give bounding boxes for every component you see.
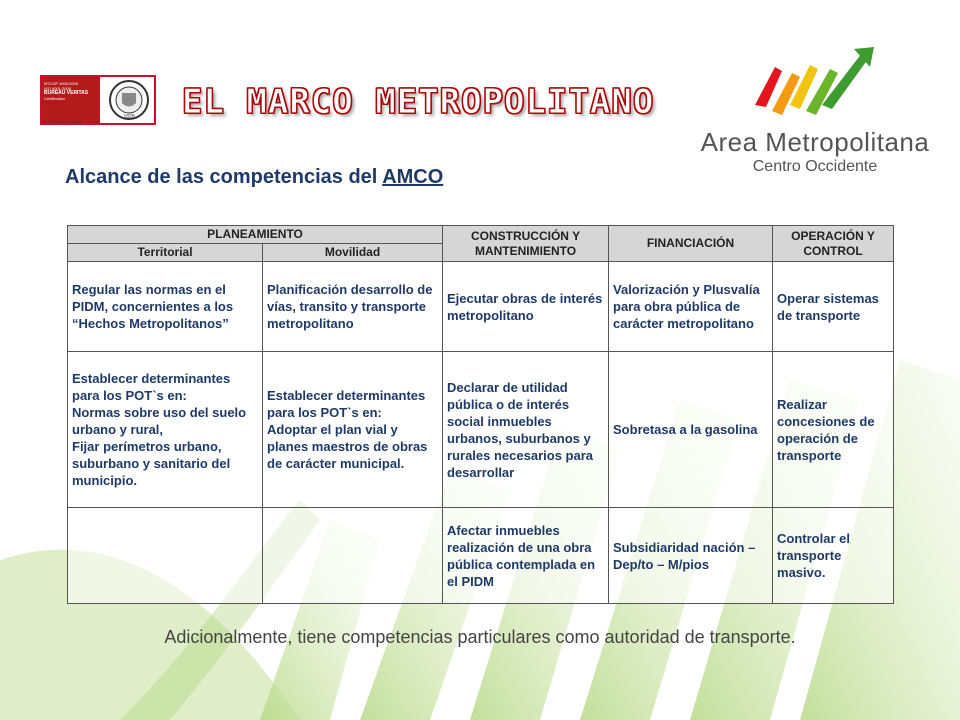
bureau-veritas-seal-icon [106,79,152,121]
header-operacion: OPERACIÓN Y CONTROL [773,226,894,262]
table-cell: Controlar el transporte masivo. [773,508,894,604]
cert-certification: Certification [44,96,66,101]
amco-logo [690,45,940,180]
cert-name: BUREAU VERITAS [44,90,89,96]
table-cell: Planificación desarrollo de vías, transito y transporte metropolitano [263,262,443,352]
table-cell [68,508,263,604]
table-cell: Regular las normas en el PIDM, concernientes a los “Hechos Metropolitanos” [68,262,263,352]
cert-line-1: NTCGP 1000:2009 [44,81,78,86]
amco-name: Area Metropolitana [700,127,930,157]
table-row [68,352,894,508]
header-construccion: CONSTRUCCIÓN Y MANTENIMIENTO [443,226,609,262]
seal-year: 1828 [123,114,135,120]
amco-mark-icon [750,45,880,125]
table-cell [263,508,443,604]
header-movilidad: Movilidad [263,244,443,262]
table-row [68,508,894,604]
table-cell: Ejecutar obras de interés metropolitano [443,262,609,352]
certification-text-block [42,77,100,123]
cert-line-2: ISO 9001:2008 [44,86,71,91]
amco-link[interactable]: AMCO [382,166,444,188]
header-financiacion: FINANCIACIÓN [609,226,773,262]
table-cell: Subsidiaridad nación – Dep/to – M/pios [609,508,773,604]
certification-logo [40,75,156,125]
header-planeamiento: PLANEAMIENTO [68,226,443,244]
amco-subname: Centro Occidente [752,158,878,175]
cert-footer: No. GP0323 No. CO224980 [44,120,82,124]
table-cell: Declarar de utilidad pública o de interés social inmuebles urbanos, suburbanos y rurales necesarios para desarrollar [443,352,609,508]
section-subtitle [65,166,443,189]
table-cell: Realizar concesiones de operación de transporte [773,352,894,508]
page-title: EL MARCO METROPOLITANO [182,82,655,122]
table-cell: Sobretasa a la gasolina [609,352,773,508]
table-cell: Establecer determinantes para los POT`s en: Adoptar el plan vial y planes maestros de obras de carácter municipal. [263,352,443,508]
header-territorial: Territorial [68,244,263,262]
table-cell: Operar sistemas de transporte [773,262,894,352]
table-cell: Establecer determinantes para los POT`s en: Normas sobre uso del suelo urbano y rural, Fijar perímetros urbano, suburbano y sanitario del municipio. [68,352,263,508]
competencies-table [67,225,894,604]
subtitle-text: Alcance de las competencias del [65,166,383,188]
table-cell: Afectar inmuebles realización de una obra pública contemplada en el PIDM [443,508,609,604]
table-cell: Valorización y Plusvalía para obra pública de carácter metropolitano [609,262,773,352]
table-row [68,262,894,352]
footer-note: Adicionalmente, tiene competencias particulares como autoridad de transporte. [164,627,796,647]
